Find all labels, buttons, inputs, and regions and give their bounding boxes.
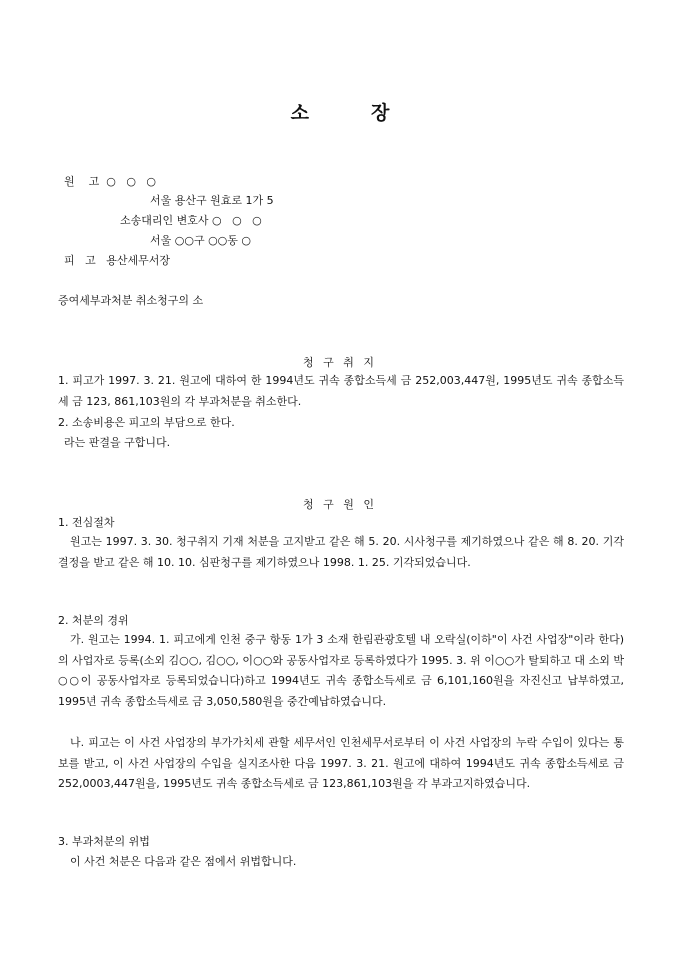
claim-item-1: 1. 피고가 1997. 3. 21. 원고에 대하여 한 1994년도 귀속 종합소득세 금 252,003,447원, 1995년도 귀속 종합소득세 금 123, 861,103원의 각 부과처분을 취소한다.	[58, 374, 624, 408]
attorney-address: 서울 ○○구 ○○동 ○	[150, 234, 251, 247]
document-title	[0, 98, 680, 125]
section-2-item-b: 나. 피고는 이 사건 사업장의 부가가치세 관할 세무서인 인천세무서로부터 이 사건 사업장의 누락 수입이 있다는 통보를 받고, 이 사건 사업장의 수입을 실지조사한 다음 1997. 3. 21. 원고에 대하여 1994년도 귀속 종합소득세로 금 252,0003,447원을, 1995년도 귀속 종합소득세로 금 123,861,103원을 각 부과고지하였습니다.	[58, 736, 624, 790]
attorney-line: 소송대리인 변호사 ○ ○ ○	[120, 214, 262, 227]
cause-heading: 청 구 원 인	[303, 498, 377, 511]
claim-heading: 청 구 취 지	[303, 356, 377, 369]
claim-item-2: 2. 소송비용은 피고의 부담으로 한다.	[58, 416, 235, 429]
plaintiff-address: 서울 용산구 원효로 1가 5	[150, 194, 274, 207]
plaintiff-line: 원 고 ○ ○ ○	[64, 175, 157, 188]
defendant-line: 피 고 용산세무서장	[64, 254, 170, 267]
section-2-item-a: 가. 원고는 1994. 1. 피고에게 인천 중구 항동 1가 3 소재 한림관광호텔 내 오락실(이하"이 사건 사업장"이라 한다)의 사업자로 등록(소외 김○○, 김○○, 이○○와 공동사업자로 등록하였다가 1995. 3. 위 이○○가 탈퇴하고 대 소외 박○○이 공동사업자로 등록되었습니다)하고 1994년도 귀속 종합소득세로 금 6,101,160원을 자진신고 납부하였고, 1995년 귀속 종합소득세로 금 3,050,580원을 중간예납하였습니다.	[58, 633, 624, 708]
section-3-title: 3. 부과처분의 위법	[58, 835, 150, 848]
title-char-1: 소	[290, 102, 309, 124]
section-1-body: 원고는 1997. 3. 30. 청구취지 기재 처분을 고지받고 같은 해 5. 20. 시사청구를 제기하였으나 같은 해 8. 20. 기각결정을 받고 같은 해 10. 10. 심판청구를 제기하였으나 1998. 1. 25. 기각되었습니다.	[58, 535, 624, 569]
claim-closing: 라는 판결을 구합니다.	[64, 436, 171, 449]
section-2-title: 2. 처분의 경위	[58, 614, 129, 627]
case-name: 증여세부과처분 취소청구의 소	[58, 294, 204, 307]
section-3-body: 이 사건 처분은 다음과 같은 점에서 위법합니다.	[70, 855, 297, 868]
section-1-title: 1. 전심절차	[58, 516, 115, 529]
title-char-2: 장	[371, 102, 390, 124]
